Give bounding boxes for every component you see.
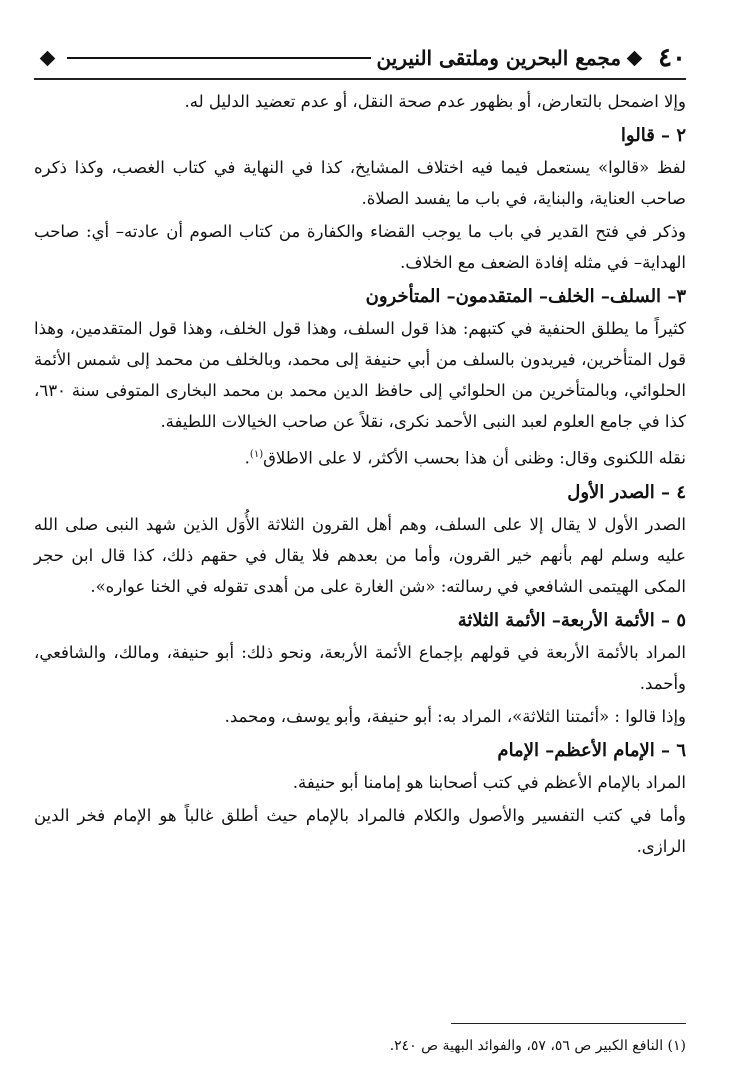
paragraph: المراد بالأئمة الأربعة في قولهم بإجماع الأئمة الأربعة، ونحو ذلك: أبو حنيفة، ومالك، والشافعي، وأحمد.	[34, 642, 686, 693]
running-title: مجمع البحرين وملتقى النيرين	[376, 46, 622, 70]
diamond-ornament-icon	[40, 50, 56, 66]
footnote: (١) النافع الكبير ص ٥٦، ٥٧، والفوائد البهية ص ٢٤٠.	[389, 1038, 686, 1054]
body-text	[34, 86, 686, 864]
paragraph-end: .	[244, 448, 250, 468]
footnote-reference[interactable]: (١)	[249, 449, 264, 460]
paragraph	[34, 439, 686, 474]
page-number: ٤٠	[658, 43, 686, 73]
book-page	[34, 28, 686, 1068]
paragraph: وإلا اضمحل بالتعارض، أو بظهور عدم صحة النقل، أو عدم تعضيد الدليل له.	[184, 92, 686, 111]
section-heading: ٤ – الصدر الأول	[567, 481, 686, 503]
section-heading: ٦ – الإمام الأعظم– الإمام	[497, 739, 686, 761]
paragraph: كثيراً ما يطلق الحنفية في كتبهم: هذا قول السلف، وهذا قول الخلف، وهذا قول المتقدمين، وهذا قول المتأخرين، فيريدون بالسلف من أبي حنيفة إلى محمد، وبالخلف من محمد إلى شمس الأئمة الحلوائي، وبالمتأخرين من الحلوائي إلى حافظ الدين محمد بن محمد البخارى المتوفى سنة ٦٣٠، كذا في جامع العلوم لعبد النبى الأحمد نكرى، نقلاً عن صاحب الخيالات اللطيفة.	[34, 319, 686, 431]
section-heading: ٣– السلف– الخلف– المتقدمون– المتأخرون	[365, 286, 686, 307]
paragraph: وذكر في فتح القدير في باب ما يوجب القضاء والكفارة من كتاب الصوم أن عادته– أي: صاحب الهداية– في مثله إفادة الضعف مع الخلاف.	[34, 222, 686, 272]
paragraph: لفظ «قالوا» يستعمل فيما فيه اختلاف المشايخ، كذا في النهاية في كتاب الغصب، وكذا ذكره صاحب العناية، والبناية، في باب ما يفسد الصلاة.	[34, 158, 686, 208]
paragraph: المراد بالإمام الأعظم في كتب أصحابنا هو إمامنا أبو حنيفة.	[292, 772, 686, 792]
paragraph: وأما في كتب التفسير والأصول والكلام فالمراد بالإمام حيث أطلق غالباً هو الإمام فخر الدين الرازى.	[34, 805, 686, 856]
paragraph: الصدر الأول لا يقال إلا على السلف، وهم أهل القرون الثلاثة الأُوَل الذين شهد النبى صلى الله عليه وسلم لهم بأنهم خير القرون، وأما من بعدهم فلا يقال في حقهم ذلك، كذا قال ابن حجر المكى الهيتمى الشافعي في رسالته: «شن الغارة على من أهدى تقوله في الخنا عواره».	[34, 514, 686, 596]
diamond-ornament-icon	[627, 50, 643, 66]
section-heading: ٥ – الأئمة الأربعة– الأئمة الثلاثة	[457, 609, 686, 631]
paragraph-text: نقله اللكنوى وقال: وظنى أن هذا بحسب الأكثر، لا على الاطلاق	[263, 448, 686, 468]
header-rule	[67, 57, 371, 59]
page-header	[34, 38, 686, 80]
section-heading: ٢ – قالوا	[620, 125, 686, 146]
footnote-divider	[451, 1023, 686, 1024]
paragraph: وإذا قالوا : «أئمتنا الثلاثة»، المراد به: أبو حنيفة، وأبو يوسف، ومحمد.	[224, 706, 686, 726]
